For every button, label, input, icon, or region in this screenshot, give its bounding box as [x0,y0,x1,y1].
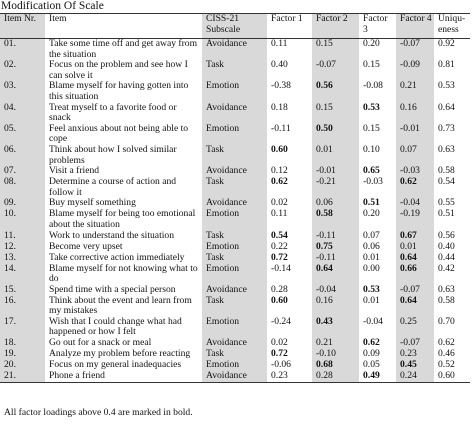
cell-factor-2: -0.07 [312,60,359,81]
cell-factor-4: 0.45 [396,360,434,371]
cell-factor-3: 0.15 [363,59,380,71]
cell-factor-1: -0.24 [271,315,291,327]
cell-factor-3: 0.62 [363,337,380,349]
cell-subscale: Avoidance [202,39,267,61]
cell-factor-1: 0.18 [271,101,288,113]
cell-factor-2: 0.15 [312,39,359,61]
cell-factor-3: 0.20 [363,38,380,49]
cell-uniqueness: 0.58 [438,165,455,177]
cell-uniqueness: 0.53 [438,80,455,92]
cell-item-text: Blame myself for being too emotional about the situation [49,208,196,230]
cell-subscale: Avoidance [202,103,267,124]
cell-item-text: Visit a friend [49,165,100,177]
cell-item-text: Buy myself something [49,197,136,209]
table-row [0,81,470,102]
cell-subscale: Task [202,60,267,81]
cell-factor-1: 0.11 [271,208,288,220]
cell-subscale: Avoidance [202,371,267,383]
cell-factor-2: 0.56 [312,81,359,102]
header-item: Item [45,14,202,39]
cell-factor-2: 0.75 [312,242,359,253]
table-row [0,317,470,338]
cell-factor-4: 0.16 [396,103,434,124]
cell-factor-3: 0.10 [363,143,380,155]
cell-factor-3: 0.01 [363,294,380,306]
header-factor-4: Factor 4 [396,14,434,39]
cell-factor-4: 0.64 [396,253,434,264]
cell-factor-1: -0.06 [271,359,291,371]
table-title: Modification Of Scale [1,0,104,12]
cell-factor-3: 0.00 [363,262,380,274]
cell-factor-1: 0.02 [271,337,288,349]
table-row [0,177,470,198]
cell-subscale: Task [202,296,267,317]
cell-uniqueness: 0.51 [438,208,455,220]
cell-item-nr: 17. [0,317,45,338]
cell-factor-3: -0.03 [363,176,383,188]
table-row [0,39,470,61]
cell-factor-2: -0.10 [312,349,359,360]
cell-factor-4: 0.21 [396,81,434,102]
table-row [0,60,470,81]
cell-item-nr: 11. [0,231,45,242]
cell-item-nr: 12. [0,242,45,253]
cell-factor-1: 0.02 [271,197,288,209]
cell-factor-2: -0.11 [312,253,359,264]
cell-factor-3: 0.01 [363,251,380,263]
cell-item-nr: 14. [0,264,45,285]
cell-factor-2: 0.06 [312,198,359,209]
cell-item-text: Determine a course of action and follow it [49,176,177,198]
cell-factor-4: -0.09 [396,60,434,81]
cell-factor-3: 0.65 [363,165,380,177]
cell-factor-2: -0.21 [312,177,359,198]
cell-uniqueness: 0.46 [438,348,455,360]
cell-uniqueness: 0.62 [438,337,455,349]
cell-factor-1: 0.62 [271,176,288,188]
cell-subscale: Task [202,349,267,360]
footnote: All factor loadings above 0.4 are marked in bold. [4,407,193,418]
cell-uniqueness: 0.70 [438,315,455,327]
cell-factor-1: -0.11 [271,122,291,134]
cell-item-nr: 05. [0,124,45,145]
cell-factor-1: 0.72 [271,251,288,263]
cell-factor-3: 0.53 [363,101,380,113]
cell-item-nr: 10. [0,209,45,230]
table-row [0,296,470,317]
cell-factor-4: -0.07 [396,39,434,61]
cell-factor-1: 0.22 [271,240,288,252]
cell-factor-4: 0.01 [396,242,434,253]
cell-uniqueness: 0.54 [438,176,455,188]
cell-item-text: Work to understand the situation [49,229,174,241]
cell-factor-2: 0.64 [312,264,359,285]
header-factor-3: Factor 3 [359,14,396,39]
cell-subscale: Avoidance [202,285,267,296]
cell-uniqueness: 0.63 [438,283,455,295]
cell-item-text: Analyze my problem before reacting [49,348,191,360]
cell-subscale: Avoidance [202,338,267,349]
cell-uniqueness: 0.52 [438,359,455,371]
cell-factor-4: -0.04 [396,198,434,209]
cell-factor-4: 0.62 [396,177,434,198]
cell-item-nr: 13. [0,253,45,264]
table-row [0,145,470,166]
cell-item-nr: 16. [0,296,45,317]
cell-factor-3: 0.51 [363,197,380,209]
cell-uniqueness: 0.92 [438,38,455,49]
cell-item-text: Treat myself to a favorite food or snack [49,101,177,124]
cell-uniqueness: 0.64 [438,101,455,113]
cell-factor-2: 0.21 [312,338,359,349]
cell-factor-1: 0.40 [271,59,288,71]
cell-item-text: Take corrective action immediately [49,251,185,263]
cell-subscale: Emotion [202,209,267,230]
table-row [0,242,470,253]
cell-factor-2: 0.16 [312,296,359,317]
table-body [0,39,470,383]
cell-factor-2: 0.58 [312,209,359,230]
cell-factor-4: 0.67 [396,231,434,242]
cell-factor-1: 0.60 [271,143,288,155]
cell-subscale: Emotion [202,124,267,145]
cell-factor-1: 0.12 [271,165,288,177]
cell-factor-4: -0.07 [396,338,434,349]
cell-factor-1: 0.28 [271,283,288,295]
cell-uniqueness: 0.73 [438,122,455,134]
header-row [0,14,470,39]
cell-item-text: Think about the event and learn from my mistakes [49,294,192,317]
header-item-nr: Item Nr. [0,14,45,39]
cell-factor-4: 0.25 [396,317,434,338]
cell-item-nr: 08. [0,177,45,198]
cell-factor-1: 0.60 [271,294,288,306]
cell-factor-3: 0.09 [363,348,380,360]
cell-subscale: Task [202,231,267,242]
cell-factor-3: 0.20 [363,208,380,220]
cell-subscale: Emotion [202,317,267,338]
cell-factor-3: 0.06 [363,240,380,252]
header-uniqueness: Uniqu-eness [434,14,470,39]
cell-item-nr: 09. [0,198,45,209]
cell-item-nr: 19. [0,349,45,360]
table-row [0,371,470,383]
cell-factor-4: -0.07 [396,285,434,296]
cell-item-text: Focus on my general inadequacies [49,359,182,371]
cell-uniqueness: 0.44 [438,251,455,263]
cell-subscale: Emotion [202,81,267,102]
cell-uniqueness: 0.40 [438,240,455,252]
table-row [0,124,470,145]
cell-item-nr: 18. [0,338,45,349]
cell-factor-1: 0.54 [271,229,288,241]
cell-item-text: Blame myself for not knowing what to do [49,262,198,285]
cell-subscale: Avoidance [202,166,267,177]
cell-uniqueness: 0.42 [438,262,455,274]
header-subscale: CISS-21 Subscale [202,14,267,39]
cell-factor-2: 0.28 [312,371,359,383]
cell-factor-3: 0.49 [359,371,396,383]
cell-factor-4: -0.19 [396,209,434,230]
table-row [0,231,470,242]
cell-item-text: Phone a friend [45,371,202,383]
table-row [0,264,470,285]
cell-factor-2: 0.15 [312,103,359,124]
cell-factor-2: 0.01 [312,145,359,166]
cell-item-text: Focus on the problem and see how I can solve it [49,59,188,81]
cell-factor-4: 0.23 [396,349,434,360]
cell-item-nr: 01. [0,39,45,61]
cell-uniqueness: 0.58 [438,294,455,306]
cell-factor-3: 0.15 [363,122,380,134]
cell-factor-2: 0.68 [312,360,359,371]
cell-uniqueness: 0.56 [438,229,455,241]
cell-item-nr: 04. [0,103,45,124]
cell-item-nr: 15. [0,285,45,296]
cell-subscale: Emotion [202,360,267,371]
cell-factor-4: 0.64 [396,296,434,317]
factor-loadings-table [0,13,470,383]
cell-item-nr: 20. [0,360,45,371]
cell-item-text: Become very upset [49,240,123,252]
cell-uniqueness: 0.60 [434,371,470,383]
cell-factor-1: 0.11 [271,38,288,49]
cell-factor-2: -0.11 [312,231,359,242]
cell-factor-3: -0.08 [363,80,383,92]
table-row [0,253,470,264]
cell-subscale: Emotion [202,242,267,253]
cell-factor-4: 0.07 [396,145,434,166]
cell-item-text: Go out for a snack or meal [49,337,152,349]
cell-subscale: Emotion [202,264,267,285]
cell-item-nr: 21. [0,371,45,383]
cell-factor-2: 0.43 [312,317,359,338]
cell-item-nr: 02. [0,60,45,81]
cell-subscale: Task [202,177,267,198]
cell-item-nr: 03. [0,81,45,102]
cell-factor-3: -0.04 [363,315,383,327]
cell-subscale: Task [202,145,267,166]
cell-factor-1: 0.72 [271,348,288,360]
cell-factor-2: -0.04 [312,285,359,296]
cell-factor-4: -0.01 [396,124,434,145]
cell-item-text: Blame myself for having gotten into this situation [49,80,189,102]
table-row [0,103,470,124]
cell-item-text: Wish that I could change what had happened or how I felt [49,315,182,338]
cell-factor-2: 0.50 [312,124,359,145]
cell-factor-4: 0.24 [396,371,434,383]
cell-item-text: Feel anxious about not being able to cope [49,122,189,145]
header-factor-2: Factor 2 [312,14,359,39]
cell-uniqueness: 0.63 [438,143,455,155]
cell-factor-1: 0.23 [267,371,312,383]
cell-subscale: Task [202,253,267,264]
cell-factor-4: 0.66 [396,264,434,285]
cell-factor-3: 0.05 [363,359,380,371]
cell-factor-2: -0.01 [312,166,359,177]
cell-item-nr: 07. [0,166,45,177]
cell-factor-1: -0.38 [271,80,291,92]
cell-factor-1: -0.14 [271,262,291,274]
cell-item-text: Think about how I solved similar problems [49,143,177,166]
cell-item-text: Take some time off and get away from the situation [49,38,198,60]
cell-factor-4: -0.03 [396,166,434,177]
cell-factor-3: 0.07 [363,229,380,241]
table-row [0,209,470,230]
cell-uniqueness: 0.81 [438,59,455,71]
cell-item-text: Spend time with a special person [49,283,176,295]
cell-subscale: Avoidance [202,198,267,209]
cell-uniqueness: 0.55 [438,197,455,209]
cell-item-nr: 06. [0,145,45,166]
header-factor-1: Factor 1 [267,14,312,39]
cell-factor-3: 0.53 [363,283,380,295]
